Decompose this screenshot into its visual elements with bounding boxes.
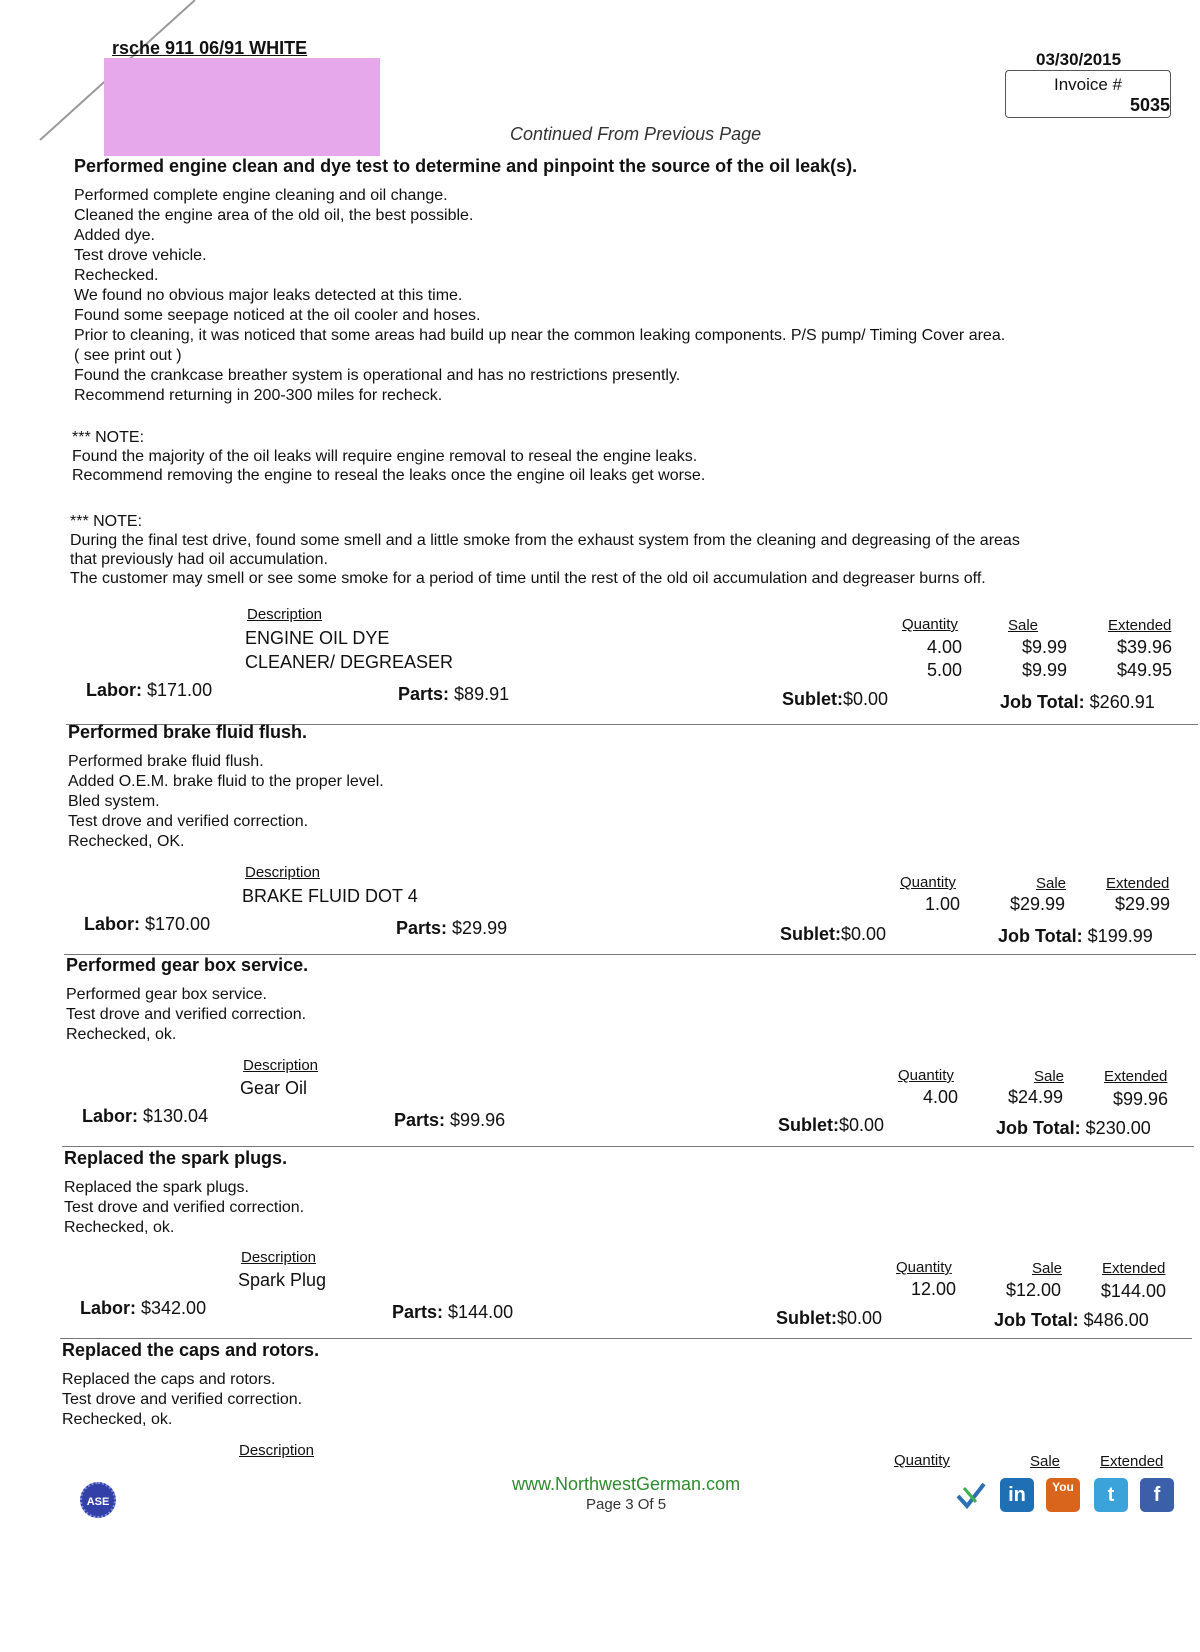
parts-total: Parts: $99.96	[394, 1110, 506, 1130]
part-extended: $29.99	[1114, 894, 1170, 914]
job-line: We found no obvious major leaks detected at this time.	[74, 287, 463, 304]
column-header-extended: Extended	[1106, 875, 1170, 892]
job-line: Bled system.	[68, 793, 160, 810]
part-quantity: 4.00	[922, 1087, 958, 1107]
job-line: ( see print out )	[74, 347, 182, 364]
note-line: During the final test drive, found some smell and a little smoke from the exhaust system from the cleaning and degreasing of the areas	[70, 532, 1020, 549]
column-header-extended: Extended	[1100, 1453, 1164, 1470]
note-line: that previously had oil accumulation.	[70, 551, 328, 568]
website-link[interactable]: www.NorthwestGerman.com	[512, 1474, 741, 1494]
invoice-date: 03/30/2015	[1036, 50, 1122, 69]
note-line: *** NOTE:	[70, 513, 143, 530]
job-line: Replaced the caps and rotors.	[62, 1371, 276, 1388]
column-header-quantity: Quantity	[898, 1067, 954, 1084]
column-header-extended: Extended	[1104, 1068, 1168, 1085]
job-line: Recommend returning in 200-300 miles for recheck.	[74, 387, 443, 404]
invoice-label: Invoice #	[1053, 75, 1123, 94]
sublet-total: Sublet:$0.00	[776, 1308, 883, 1328]
job-line: Prior to cleaning, it was noticed that some areas had build up near the common leaking components. P/S pump/ Timing Cover area.	[74, 327, 1006, 344]
column-header-extended: Extended	[1108, 617, 1172, 634]
job-line: Rechecked, ok.	[66, 1026, 177, 1043]
invoice-number-box	[1005, 70, 1171, 118]
part-extended: $99.96	[1112, 1089, 1168, 1109]
sublet-total: Sublet:$0.00	[782, 689, 889, 709]
column-header-extended: Extended	[1102, 1260, 1166, 1277]
parts-total: Parts: $29.99	[396, 918, 508, 938]
part-quantity: 1.00	[924, 894, 960, 914]
column-header-description: Description	[243, 1057, 319, 1074]
vehicle-title: rsche 911 06/91 WHITE	[112, 38, 308, 58]
note-line: *** NOTE:	[72, 429, 145, 446]
column-header-sale: Sale	[1034, 1068, 1065, 1085]
job-line: Test drove and verified correction.	[66, 1006, 307, 1023]
column-header-quantity: Quantity	[900, 874, 956, 891]
column-header-description: Description	[239, 1442, 315, 1459]
labor-total: Labor: $342.00	[80, 1298, 207, 1318]
job-note	[72, 428, 705, 485]
part-description: Gear Oil	[240, 1078, 308, 1098]
invoice-number: 5035	[1129, 95, 1170, 115]
job-line: Performed brake fluid flush.	[68, 753, 264, 770]
twitter-icon[interactable]: t	[1094, 1478, 1128, 1512]
continued-note: Continued From Previous Page	[510, 124, 762, 144]
sublet-total: Sublet:$0.00	[780, 924, 887, 944]
job-title: Replaced the caps and rotors.	[62, 1340, 320, 1360]
job-title: Performed brake fluid flush.	[68, 722, 308, 742]
part-quantity: 5.00	[926, 660, 962, 680]
column-header-quantity: Quantity	[894, 1452, 950, 1469]
column-header-description: Description	[241, 1249, 317, 1266]
part-sale: $24.99	[1007, 1087, 1063, 1107]
part-extended: $144.00	[1100, 1281, 1166, 1301]
column-header-quantity: Quantity	[902, 616, 958, 633]
job-line: Added dye.	[74, 227, 155, 244]
linkedin-icon[interactable]: in	[1000, 1478, 1034, 1512]
column-header-description: Description	[247, 606, 323, 623]
job-description	[66, 985, 306, 1045]
labor-total: Labor: $130.04	[82, 1106, 209, 1126]
part-quantity: 4.00	[926, 637, 962, 657]
job-line: Performed complete engine cleaning and oil change.	[74, 187, 448, 204]
labor-total: Labor: $170.00	[84, 914, 211, 934]
job-line: Test drove and verified correction.	[64, 1199, 305, 1216]
page-number: Page 3 Of 5	[586, 1496, 667, 1513]
column-header-quantity: Quantity	[896, 1259, 952, 1276]
job-total: Job Total: $199.99	[998, 926, 1153, 946]
parts-total: Parts: $144.00	[392, 1302, 514, 1322]
job-description	[68, 752, 384, 852]
job-description	[74, 186, 1005, 406]
job-line: Found some seepage noticed at the oil cooler and hoses.	[74, 307, 481, 324]
part-extended: $49.95	[1116, 660, 1172, 680]
part-description: Spark Plug	[238, 1270, 327, 1290]
labor-total: Labor: $171.00	[86, 680, 213, 700]
job-title: Replaced the spark plugs.	[64, 1148, 288, 1168]
part-description: BRAKE FLUID DOT 4	[242, 886, 418, 906]
note-line: Found the majority of the oil leaks will require engine removal to reseal the engine leaks.	[72, 448, 698, 465]
part-sale: $29.99	[1009, 894, 1065, 914]
job-line: Rechecked, ok.	[62, 1411, 173, 1428]
facebook-icon[interactable]: f	[1140, 1478, 1174, 1512]
part-sale: $9.99	[1021, 637, 1067, 657]
job-total: Job Total: $260.91	[1000, 692, 1155, 712]
job-line: Test drove and verified correction.	[68, 813, 309, 830]
sublet-total: Sublet:$0.00	[778, 1115, 885, 1135]
note-line: Recommend removing the engine to reseal the leaks once the engine oil leaks get worse.	[72, 467, 706, 484]
ase-badge-icon: ASE	[80, 1482, 116, 1518]
parts-total: Parts: $89.91	[398, 684, 510, 704]
note-line: The customer may smell or see some smoke for a period of time until the rest of the old oil accumulation and degreaser burns off.	[70, 570, 986, 587]
job-separator	[62, 1146, 1194, 1147]
job-line: Rechecked, ok.	[64, 1219, 175, 1236]
job-total: Job Total: $230.00	[996, 1118, 1151, 1138]
part-sale: $9.99	[1021, 660, 1067, 680]
job-line: Rechecked.	[74, 267, 159, 284]
redaction-block	[104, 58, 380, 156]
column-header-sale: Sale	[1030, 1453, 1061, 1470]
job-line: Rechecked, OK.	[68, 833, 185, 850]
youtube-icon[interactable]: You	[1046, 1478, 1080, 1512]
job-description	[64, 1178, 304, 1238]
part-extended: $39.96	[1116, 637, 1172, 657]
job-line: Test drove vehicle.	[74, 247, 207, 264]
job-total: Job Total: $486.00	[994, 1310, 1149, 1330]
part-description: ENGINE OIL DYE	[245, 628, 390, 648]
column-header-sale: Sale	[1036, 875, 1067, 892]
job-line: Performed gear box service.	[66, 986, 267, 1003]
check-icon[interactable]	[954, 1478, 988, 1512]
job-title: Performed engine clean and dye test to determine and pinpoint the source of the oil leak(s).	[74, 156, 858, 176]
job-line: Cleaned the engine area of the old oil, the best possible.	[74, 207, 474, 224]
job-line: Found the crankcase breather system is operational and has no restrictions presently.	[74, 367, 681, 384]
job-line: Added O.E.M. brake fluid to the proper level.	[68, 773, 384, 790]
job-line: Test drove and verified correction.	[62, 1391, 303, 1408]
column-header-sale: Sale	[1008, 617, 1039, 634]
column-header-sale: Sale	[1032, 1260, 1063, 1277]
job-separator	[60, 1338, 1192, 1339]
part-sale: $12.00	[1005, 1280, 1061, 1300]
job-line: Replaced the spark plugs.	[64, 1179, 249, 1196]
part-quantity: 12.00	[910, 1279, 956, 1299]
job-description	[62, 1370, 302, 1430]
job-title: Performed gear box service.	[66, 955, 309, 975]
job-note	[70, 512, 1020, 588]
part-description: CLEANER/ DEGREASER	[245, 652, 454, 672]
column-header-description: Description	[245, 864, 321, 881]
